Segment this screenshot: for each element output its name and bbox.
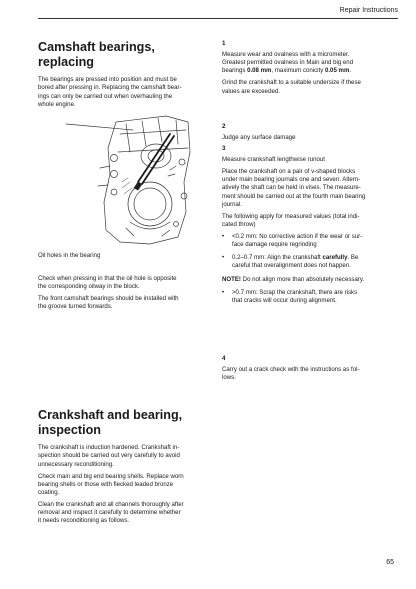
list-item — [222, 254, 394, 270]
list-item-text: <0.2 mm: No corrective action if the wear or sur- face damage require regrinding — [232, 233, 363, 249]
crankshaft-paragraph-1: The crankshaft is induction hardened. Crankshaft in- spection should be carried out very carefully to avoid unnecessary reconditioning. — [38, 444, 180, 468]
header-rule — [38, 18, 398, 19]
engine-block-illustration — [38, 112, 208, 247]
check-paragraph-1: Check when pressing in that the oil hole is opposite the corresponding oilway in the block. — [38, 275, 177, 291]
list-item — [222, 233, 394, 249]
list-item — [222, 289, 394, 305]
step-3 — [222, 145, 394, 309]
intro-paragraph: The bearings are pressed into position and must be bored after pressing in. Replacing the camshaft bear- ings can only be carried out when overhauling the whole engine. — [38, 76, 182, 108]
section-camshaft-bearings — [38, 40, 206, 113]
step-3-paragraph-1: Place the crankshaft on a pair of v-shaped blocks under main bearing journals one and seven. Altern- atively the shaft can be held in vises. The measure- ment should be carried out at the fourth main bearing journal. — [222, 168, 366, 208]
step-number: 1 — [222, 40, 226, 47]
step-1 — [222, 40, 394, 100]
step-4 — [222, 355, 394, 386]
step-1-paragraph-1: Measure wear and ovalness with a micrometer. Greatest permitted ovalness in Main and big end bearings 0.08 mm, maximum conicity 0.05 mm. — [222, 51, 354, 75]
step-2 — [222, 123, 394, 146]
page-number: 65 — [386, 559, 394, 566]
section-heading-2: Crankshaft and bearing, inspection — [38, 408, 183, 438]
step-1-paragraph-2: Grind the crankshaft to a suitable undersize if these values are exceeded. — [222, 79, 361, 95]
note-paragraph: NOTE! Do not align more than absolutely necessary. — [222, 275, 365, 283]
running-header: Repair Instructions — [339, 7, 398, 14]
bullet-dot: • — [222, 289, 225, 297]
step-4-text: Carry out a crack check with the instructions as fol- lows. — [222, 366, 360, 382]
step-3-title: Measure crankshaft lengthwise runout — [222, 156, 325, 163]
crankshaft-paragraph-2: Check main and big end bearing shells. Replace worn bearing shells or those with flecked leaded bronze coating. — [38, 472, 184, 496]
list-item-text: 0.2–0.7 mm: Align the crankshaft carefully. Be careful that overalignment does not happen. — [232, 253, 359, 269]
section-crankshaft-inspection — [38, 408, 206, 530]
bullet-dot: • — [222, 253, 225, 261]
bullet-dot: • — [222, 233, 225, 241]
check-block — [38, 275, 206, 316]
step-2-text: Judge any surface damage — [222, 134, 296, 141]
step-number: 4 — [222, 355, 226, 362]
crankshaft-paragraph-3: Clean the crankshaft and all channels thoroughly after removal and inspect it carefully to determine whether it needs reconditioning as follows. — [38, 501, 184, 525]
step-number: 2 — [222, 123, 226, 130]
check-paragraph-2: The front camshaft bearings should be installed with the groove turned forwards. — [38, 295, 179, 311]
section-heading: Camshaft bearings, replacing — [38, 40, 155, 70]
step-number: 3 — [222, 145, 226, 152]
list-item-text: >0.7 mm: Scrap the crankshaft, there are risks that cracks will occur during alignment. — [232, 289, 358, 305]
step-3-paragraph-2: The following apply for measured values (total indi- cated throw) — [222, 212, 360, 229]
figure-caption: Oil holes in the bearing — [38, 252, 101, 259]
figure-caption-block — [38, 252, 206, 264]
note-label: NOTE! — [222, 275, 241, 283]
